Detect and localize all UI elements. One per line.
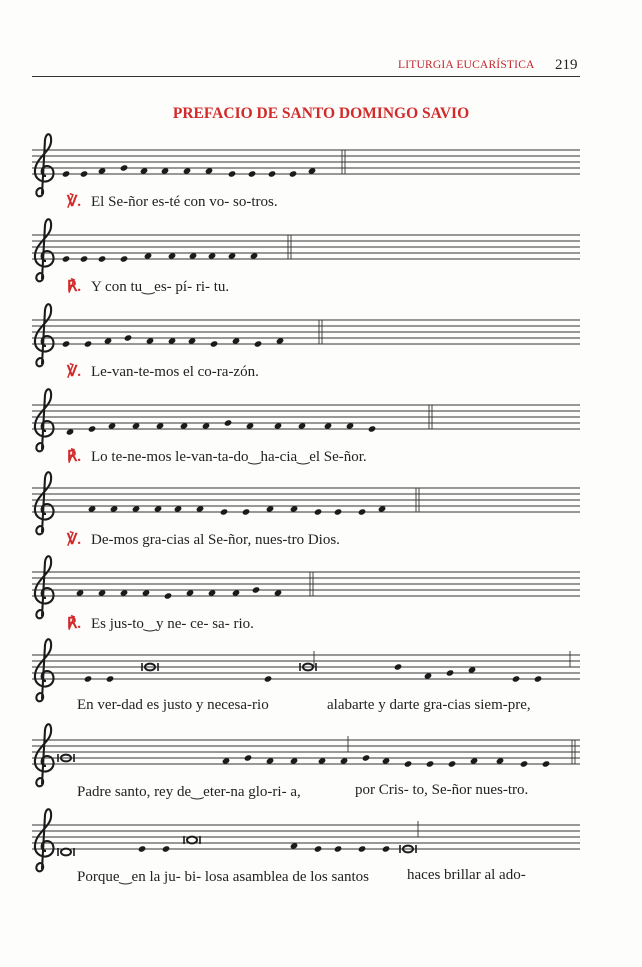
dialogue-line [67,614,254,633]
staff [32,227,582,267]
note-head [242,508,251,516]
note-head [268,170,277,178]
note-head [448,760,457,768]
lyric-text: Le-van-te-mos el co-ra-zón. [91,364,259,380]
lyric-segment: En ver-dad es justo y necesa-rio [77,697,269,713]
note-head [520,760,529,768]
note-head [358,845,367,853]
treble-clef-icon [35,724,54,786]
versicle-marker: ℣. [67,364,82,380]
note-head [220,508,229,516]
note-head [228,170,237,178]
lyric-text: Es jus-to‿y ne- ce- sa- rio. [91,616,254,632]
staff [32,312,582,352]
staff [32,647,582,687]
note-head [62,340,71,348]
response-marker: ℟. [67,616,82,632]
lyric-segment: Porque‿en la ju- bi- losa asamblea de los santos [77,869,369,885]
treble-clef-icon [35,134,54,196]
lyric-segment: Padre santo, rey de‿eter-na glo-ri- a, [77,784,301,800]
note-head [394,663,403,671]
note-head [120,255,129,263]
staff [32,397,582,437]
note-head [248,170,257,178]
section-title: PREFACIO DE SANTO DOMINGO SAVIO [172,105,470,122]
note-head [314,845,323,853]
note-head [62,255,71,263]
note-head [80,170,89,178]
note-head [382,845,391,853]
lyric-segment: por Cris- to, Se-ñor nues-tro. [355,782,529,798]
note-head [62,170,71,178]
note-head [358,508,367,516]
dialogue-line [67,277,229,296]
staff [32,732,582,772]
page-header [0,58,642,78]
dialogue-line [67,192,278,211]
note-head [120,164,129,172]
note-head [84,340,93,348]
versicle-marker: ℣. [67,194,82,210]
response-marker: ℟. [67,279,82,295]
treble-clef-icon [35,389,54,451]
note-head [542,760,551,768]
note-head [334,845,343,853]
note-head [80,255,89,263]
dialogue-line [67,362,259,381]
note-head [512,675,521,683]
note-head [98,255,107,263]
treble-clef-icon [35,809,54,871]
page-number: 219 [555,57,578,73]
header-rule [32,76,580,77]
dialogue-line [67,447,367,466]
note-head [138,845,147,853]
note-head [426,760,435,768]
lyric-text: Y con tu‿es- pí- ri- tu. [91,279,230,295]
lyric-text: Lo te-ne-mos le-van-ta-do‿ha-cia‿el Se-ñor. [91,449,367,465]
versicle-marker: ℣. [67,532,82,548]
treble-clef-icon [35,639,54,701]
note-head [264,675,273,683]
lyric-text: De-mos gra-cias al Se-ñor, nues-tro Dios. [91,532,340,548]
note-head [252,586,261,594]
note-head [334,508,343,516]
staff [32,817,582,857]
note-head [404,760,413,768]
note-head [368,425,377,433]
note-head [162,845,171,853]
note-head [534,675,543,683]
staff [32,480,582,520]
treble-clef-icon [35,556,54,618]
note-head [289,170,298,178]
treble-clef-icon [35,219,54,281]
staff [32,142,582,182]
note-head [210,340,219,348]
note-head [106,675,115,683]
note-head [164,592,173,600]
lyric-segment: haces brillar al ado- [407,867,526,883]
note-head [88,425,97,433]
note-head [124,334,133,342]
note-head [224,419,233,427]
note-head [244,754,253,762]
response-marker: ℟. [67,449,82,465]
treble-clef-icon [35,472,54,534]
lyric-segment: alabarte y darte gra-cias siem-pre, [327,697,531,713]
note-head [446,669,455,677]
note-head [362,754,371,762]
lyric-text: El Se-ñor es-té con vo- so-tros. [91,194,278,210]
note-head [254,340,263,348]
note-head [84,675,93,683]
treble-clef-icon [35,304,54,366]
staff [32,564,582,604]
dialogue-line [67,530,340,549]
running-title: LITURGIA EUCARÍSTICA [398,59,535,71]
note-head [314,508,323,516]
